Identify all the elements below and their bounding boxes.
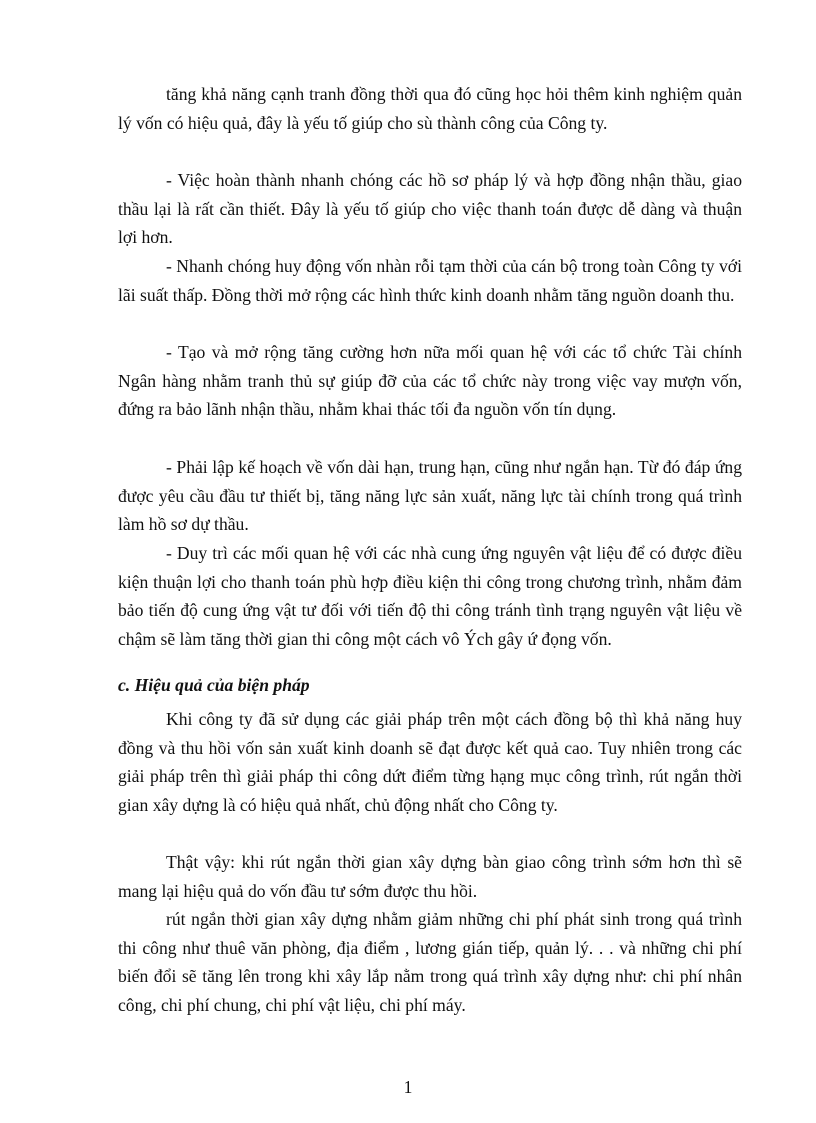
paragraph: - Duy trì các mối quan hệ với các nhà cung ứng nguyên vật liệu để có được điều kiện thuận lợi cho thanh toán phù hợp điều kiện thi công trong chương trình, nhằm đảm bảo tiến độ cung ứng vật tư đối với tiến độ thi công tránh tình trạng nguyên vật liệu về chậm sẽ làm tăng thời gian thi công một cách vô Ých gây ứ đọng vốn. [118,543,742,649]
paragraph: - Tạo và mở rộng tăng cường hơn nữa mối quan hệ với các tổ chức Tài chính Ngân hàng nhằm tranh thủ sự giúp đỡ của các tổ chức này trong việc vay mượn vốn, đứng ra bảo lãnh nhận thầu, nhằm khai thác tối đa nguồn vốn tín dụng. [118,342,742,419]
paragraph: Khi công ty đã sử dụng các giải pháp trên một cách đồng bộ thì khả năng huy đồng và thu hồi vốn sản xuất kinh doanh sẽ đạt được kết quả cao. Tuy nhiên trong các giải pháp trên thì giải pháp thi công dứt điểm từng hạng mục công trình, rút ngắn thời gian xây dựng là có hiệu quả nhất, chủ động nhất cho Công ty. [118,709,742,815]
paragraph: rút ngắn thời gian xây dựng nhằm giảm những chi phí phát sinh trong quá trình thi công như thuê văn phòng, địa điểm , lương gián tiếp, quản lý. . . và những chi phí biến đổi sẽ tăng lên trong khi xây lắp nằm trong quá trình xây dựng như: chi phí nhân công, chi phí chung, chi phí vật liệu, chi phí máy. [118,909,742,1015]
paragraph: Thật vậy: khi rút ngắn thời gian xây dựng bàn giao công trình sớm hơn thì sẽ mang lại hiệu quả do vốn đầu tư sớm được thu hồi. [118,852,742,901]
paragraph: tăng khả năng cạnh tranh đồng thời qua đó cũng học hỏi thêm kinh nghiệm quản lý vốn có hiệu quả, đây là yếu tố giúp cho sù thành công của Công ty. [118,84,742,133]
page-number: 1 [403,1077,413,1097]
section-heading: c. Hiệu quả của biện pháp [118,675,310,695]
paragraph: - Nhanh chóng huy động vốn nhàn rỗi tạm thời của cán bộ trong toàn Công ty với lãi suất thấp. Đồng thời mở rộng các hình thức kinh doanh nhằm tăng nguồn doanh thu. [118,256,742,305]
paragraph: - Phải lập kế hoạch về vốn dài hạn, trung hạn, cũng như ngắn hạn. Từ đó đáp ứng được yêu cầu đầu tư thiết bị, tăng năng lực sản xuất, năng lực tài chính trong quá trình làm hồ sơ dự thầu. [118,457,742,534]
paragraph: - Việc hoàn thành nhanh chóng các hồ sơ pháp lý và hợp đồng nhận thầu, giao thầu lại là rất cần thiết. Đây là yếu tố giúp cho việc thanh toán được dễ dàng và thuận lợi hơn. [118,170,742,247]
